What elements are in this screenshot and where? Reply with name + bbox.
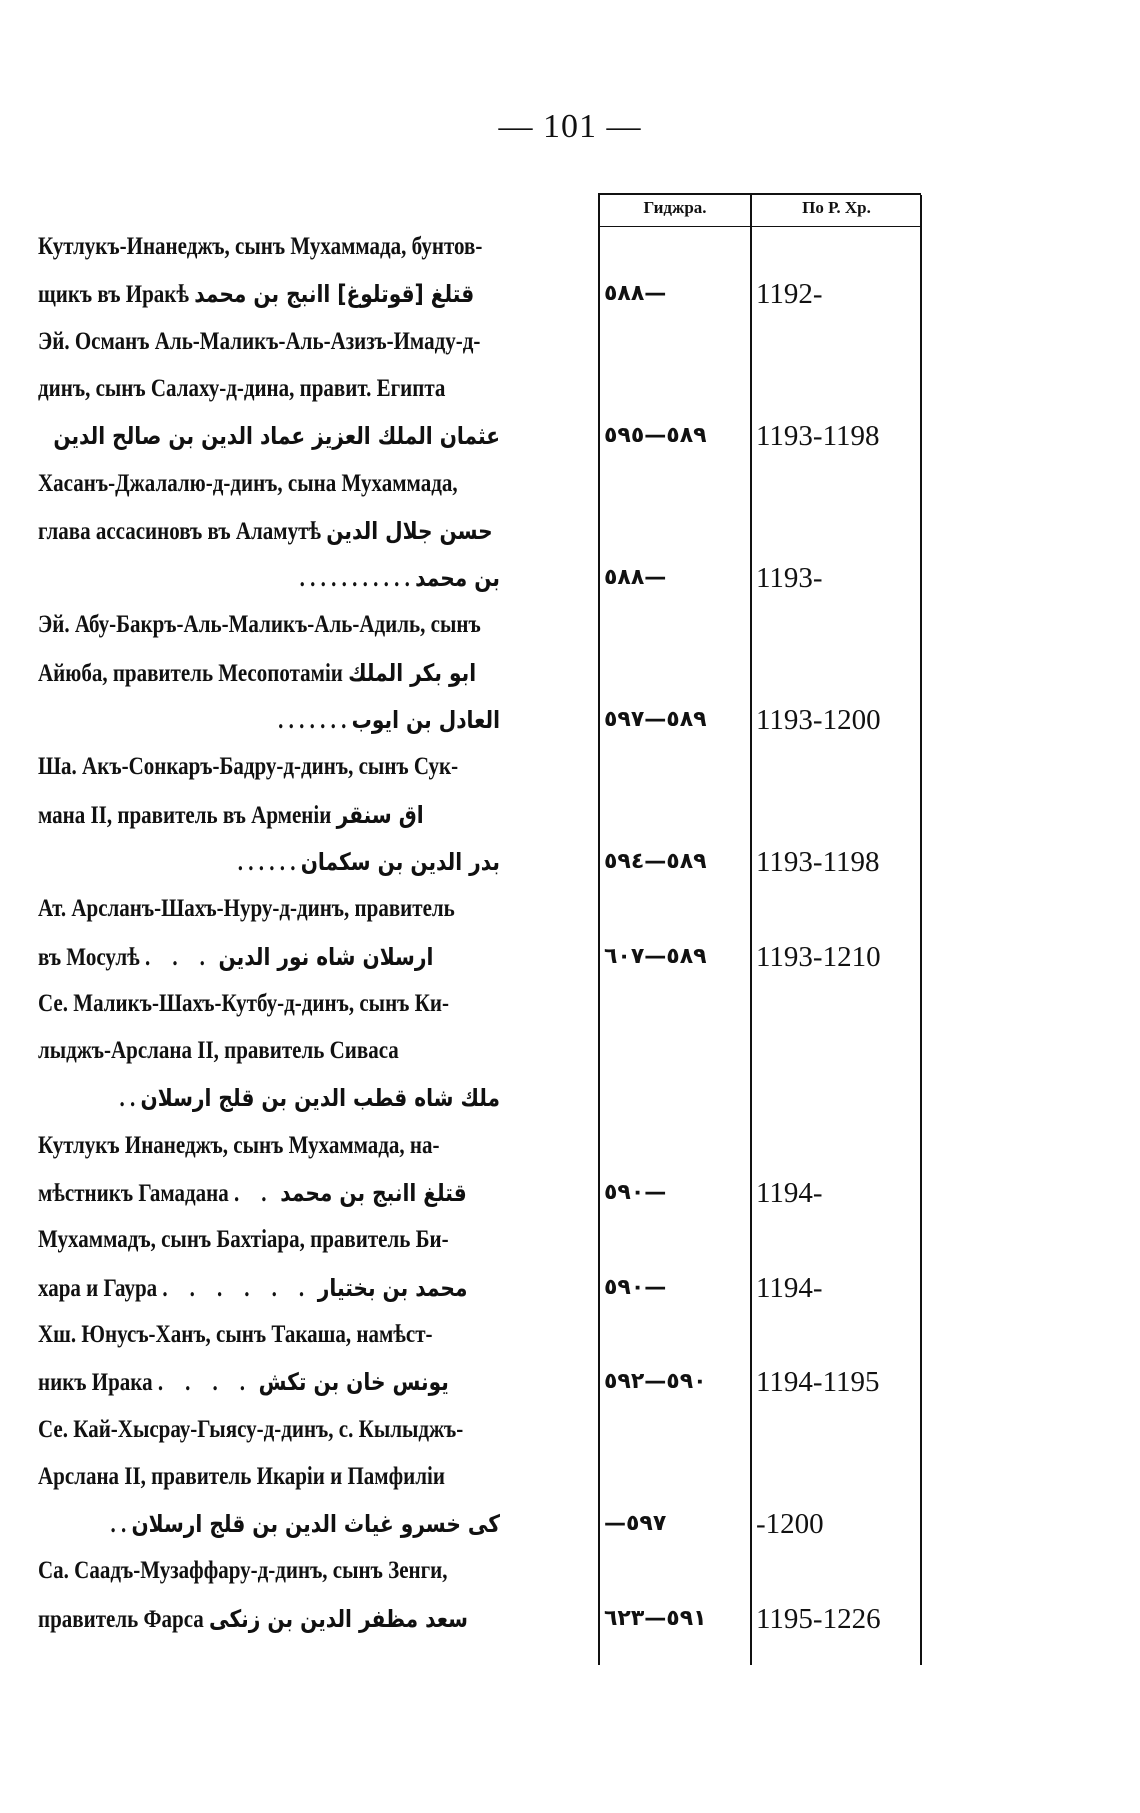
arabic-name: قتلغ [قوتلوغ] اانبج بن محمد bbox=[194, 280, 475, 309]
ad-date: 1193-1198 bbox=[756, 420, 880, 453]
arabic-name: بن محمد bbox=[415, 564, 500, 593]
arabic-name: عثمان الملك العزيز عماد الدين بن صالح الدين bbox=[53, 422, 500, 451]
entry-line bbox=[38, 1604, 500, 1635]
entry-line bbox=[38, 421, 500, 452]
ad-date: 1193-1198 bbox=[756, 845, 880, 878]
entry-line bbox=[38, 658, 500, 689]
leader-dots: . . . . . . . bbox=[278, 707, 347, 734]
entry-line bbox=[38, 1273, 500, 1304]
hijra-date: ٥٨٨— bbox=[604, 565, 667, 591]
entry-text: Се. Маликъ-Шахъ-Кутбу-д-динъ, сынъ Ки- bbox=[38, 989, 449, 1017]
entry-text: Айюба, правитель Месопотаміи bbox=[38, 659, 343, 687]
leader-dots: . . . . . . . . . . . bbox=[299, 565, 410, 593]
leader-dots: . . bbox=[119, 1085, 136, 1113]
entry-line bbox=[38, 327, 500, 357]
entry-line bbox=[38, 894, 500, 924]
arabic-name: بدر الدين بن سكمان bbox=[300, 847, 500, 876]
leader-dots: . . bbox=[110, 1511, 127, 1539]
entry-line bbox=[38, 610, 500, 640]
arabic-name: اق سنقر bbox=[336, 800, 424, 829]
entry-text: въ Мосулѣ bbox=[38, 943, 140, 971]
entry-line bbox=[38, 1462, 500, 1492]
entry-text: мѣстникъ Гамадана bbox=[38, 1180, 229, 1207]
entry-line bbox=[38, 232, 500, 262]
page-number: — 101 — bbox=[498, 108, 642, 145]
entry-text: Хасанъ-Джалалю-д-динъ, сына Мухаммада, bbox=[38, 469, 458, 497]
leader-dots: . . . bbox=[145, 943, 214, 971]
entry-text: правитель Фарса bbox=[38, 1605, 204, 1633]
column-rule-right bbox=[920, 195, 922, 1665]
entry-line bbox=[38, 1415, 500, 1445]
entry-line bbox=[38, 942, 500, 973]
entry-text: Са. Саадъ-Музаффару-д-динъ, сынъ Зенги, bbox=[38, 1557, 448, 1585]
entry-text: мана II, правитель въ Арменіи bbox=[38, 801, 332, 829]
arabic-name: حسن جلال الدين bbox=[326, 516, 493, 545]
entry-text: Арслана II, правитель Икаріи и Памфиліи bbox=[38, 1462, 445, 1490]
entry-line bbox=[38, 1036, 500, 1066]
column-rule-left bbox=[598, 195, 600, 1665]
ad-date: 1193- bbox=[756, 562, 823, 595]
leader-dots: . . . . . . bbox=[162, 1274, 313, 1302]
ad-date: 1194- bbox=[756, 1177, 823, 1209]
entry-line bbox=[38, 374, 500, 404]
ad-date: -1200 bbox=[756, 1508, 824, 1541]
entry-line bbox=[38, 1083, 500, 1114]
hijra-date: ٥٨٩—٥٩٧ bbox=[604, 707, 707, 732]
hijra-date: ٥٩١—٦٢٣ bbox=[604, 1605, 707, 1631]
entry-line bbox=[38, 705, 500, 736]
entry-text: Кутлукъ Инанеджъ, сынъ Мухаммада, на- bbox=[38, 1131, 440, 1159]
column-header-hijra: Гиджра. bbox=[643, 198, 707, 217]
entry-text: никъ Ирака bbox=[38, 1369, 153, 1397]
leader-dots: . . bbox=[233, 1180, 275, 1207]
entry-line bbox=[38, 752, 500, 782]
entry-line bbox=[38, 847, 500, 878]
entry-line bbox=[38, 563, 500, 594]
arabic-name: سعد مظفر الدين بن زنكى bbox=[209, 1604, 468, 1633]
leader-dots: . . . . bbox=[157, 1369, 254, 1397]
entry-text: Мухаммадъ, сынъ Бахтіара, правитель Би- bbox=[38, 1226, 449, 1254]
ad-date: 1195-1226 bbox=[756, 1602, 881, 1635]
hijra-date: ٥٨٩—٦٠٧ bbox=[604, 943, 707, 969]
ad-date: 1194-1195 bbox=[756, 1366, 880, 1399]
ad-date: 1193-1210 bbox=[756, 940, 881, 973]
entry-text: Эй. Османъ Аль-Маликъ-Аль-Азизъ-Имаду-д- bbox=[38, 327, 481, 355]
entry-text: Эй. Абу-Бакръ-Аль-Маликъ-Аль-Адиль, сынъ bbox=[38, 611, 481, 639]
table-header-top-rule bbox=[598, 193, 921, 195]
entry-text: динъ, сынъ Салаху-д-дина, правит. Египта bbox=[38, 374, 446, 402]
entry-text: Се. Кай-Хысрау-Гыясу-д-динъ, с. Кылыджъ- bbox=[38, 1415, 464, 1443]
hijra-date: ٥٩٠—٥٩٢ bbox=[604, 1369, 707, 1395]
entry-line bbox=[38, 800, 500, 831]
entry-line bbox=[38, 1225, 500, 1255]
arabic-name: ابو بكر الملك bbox=[348, 658, 477, 687]
hijra-date: ٥٨٩—٥٩٤ bbox=[604, 848, 707, 874]
leader-dots: . . . . . . bbox=[237, 848, 296, 876]
column-rule-middle bbox=[750, 195, 752, 1665]
entry-line bbox=[38, 989, 500, 1019]
ad-date: 1194- bbox=[756, 1271, 823, 1304]
arabic-name: ملك شاه قطب الدين بن قلج ارسلان bbox=[140, 1084, 500, 1113]
ad-date: 1193-1200 bbox=[756, 704, 881, 736]
table-header-bottom-rule bbox=[598, 226, 921, 227]
entry-line bbox=[38, 1131, 500, 1161]
entry-line bbox=[38, 279, 500, 310]
entry-text: Хш. Юнусъ-Ханъ, сынъ Такаша, намѣст- bbox=[38, 1320, 433, 1348]
entry-line bbox=[38, 516, 500, 547]
arabic-name: ارسلان شاه نور الدين bbox=[218, 942, 434, 971]
entry-text: лыджъ-Арслана II, правитель Сиваса bbox=[38, 1037, 399, 1065]
arabic-name: العادل بن ايوب bbox=[351, 706, 500, 734]
entry-text: Ша. Акъ-Сонкаръ-Бадру-д-динъ, сынъ Сук- bbox=[38, 753, 459, 781]
entry-text: Ат. Арсланъ-Шахъ-Нуру-д-динъ, правитель bbox=[38, 895, 455, 923]
column-header-ad: По Р. Хр. bbox=[802, 198, 871, 217]
entry-line bbox=[38, 469, 500, 499]
hijra-date: ٥٩٠— bbox=[604, 1180, 667, 1205]
entry-line bbox=[38, 1556, 500, 1586]
ad-date: 1192- bbox=[756, 278, 823, 311]
entry-line bbox=[38, 1178, 500, 1209]
entry-text: щикъ въ Иракѣ bbox=[38, 281, 189, 309]
entry-line bbox=[38, 1367, 500, 1398]
entry-text: хара и Гаура bbox=[38, 1274, 158, 1302]
entry-text: глава ассасиновъ въ Аламутѣ bbox=[38, 517, 322, 545]
hijra-date: ٥٨٨— bbox=[604, 281, 667, 307]
arabic-name: كى خسرو غياث الدين بن قلج ارسلان bbox=[131, 1510, 500, 1539]
arabic-name: محمد بن بختيار bbox=[317, 1273, 468, 1302]
entry-line bbox=[38, 1509, 500, 1540]
hijra-date: —٥٩٧ bbox=[604, 1511, 667, 1537]
entry-line bbox=[38, 1320, 500, 1350]
arabic-name: قتلغ اانبج بن محمد bbox=[280, 1179, 467, 1207]
hijra-date: ٥٩٠— bbox=[604, 1274, 667, 1300]
arabic-name: يونس خان بن تكش bbox=[258, 1368, 449, 1397]
entry-text: Кутлукъ-Инанеджъ, сынъ Мухаммада, бунтов- bbox=[38, 233, 483, 260]
hijra-date: ٥٨٩—٥٩٥ bbox=[604, 423, 707, 449]
